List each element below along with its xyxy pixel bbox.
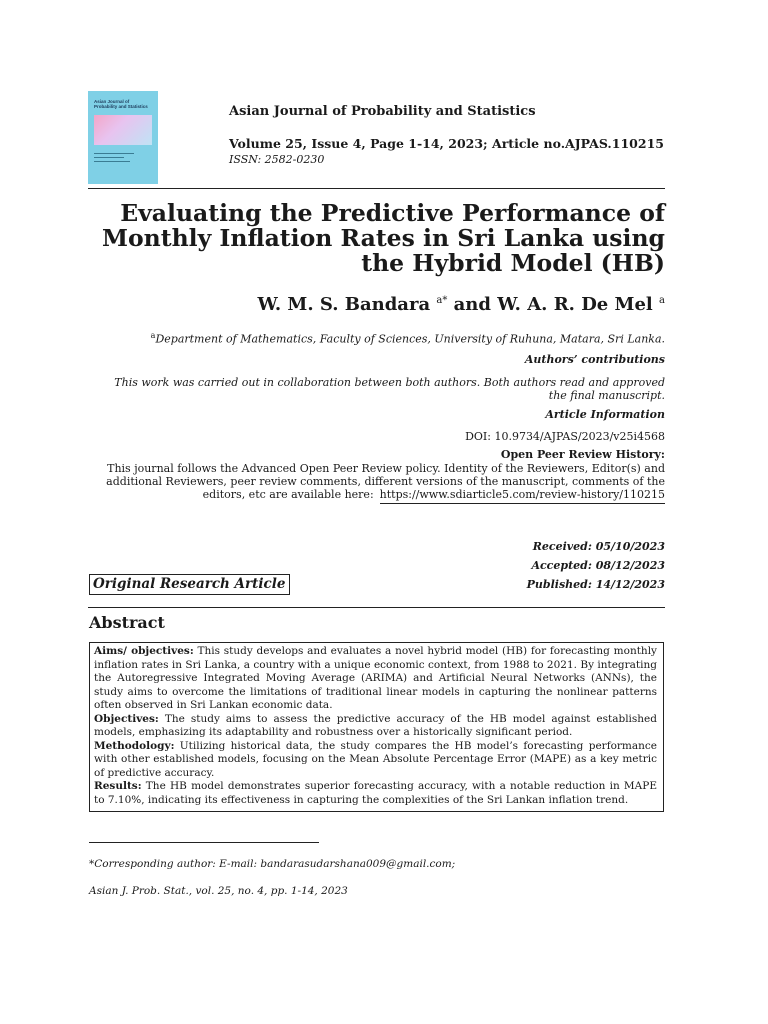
abstract-results-text: The HB model demonstrates superior forecasting accuracy, with a notable reduction in MAPE to 7.10%, indicating its effectiveness in capturing the complexities of the Sri Lankan inflation trend. xyxy=(94,780,657,806)
journal-volume: Volume 25, Issue 4, Page 1-14, 2023; Article no.AJPAS.110215 xyxy=(229,136,664,151)
abstract-divider xyxy=(88,607,665,608)
authors xyxy=(257,294,665,315)
doi: DOI: 10.9734/AJPAS/2023/v25i4568 xyxy=(465,430,665,443)
contributions-label: Authors’ contributions xyxy=(524,353,665,366)
citation-footer: Asian J. Prob. Stat., vol. 25, no. 4, pp. 1-14, 2023 xyxy=(89,885,348,897)
abstract-methodology-text: Utilizing historical data, the study compares the HB model’s forecasting performance with other established models, focusing on the Mean Absolute Percentage Error (MAPE) as a key metric of predictive accuracy. xyxy=(94,739,657,779)
cover-line xyxy=(94,161,130,162)
author-name: W. M. S. Bandara xyxy=(257,294,431,315)
review-history-body: This journal follows the Advanced Open Peer Review policy. Identity of the Reviewers, Editor(s) and additional Reviewers, peer review comments, different versions of the manuscript, comments of the editors, etc are available here: xyxy=(106,462,665,501)
article-type-badge: Original Research Article xyxy=(89,574,290,595)
cover-illustration xyxy=(94,115,152,145)
footnote-divider xyxy=(89,842,319,843)
affiliation-mark: a xyxy=(150,331,156,340)
abstract-results xyxy=(94,780,657,807)
journal-name: Asian Journal of Probability and Statistics xyxy=(229,104,536,119)
title-line: Evaluating the Predictive Performance of xyxy=(120,199,665,227)
abstract-results-label: Results: xyxy=(94,780,142,792)
review-history-link[interactable]: https://www.sdiarticle5.com/review-history/110215 xyxy=(380,488,665,504)
abstract-objectives-text: The study aims to assess the predictive accuracy of the HB model against established models, emphasizing its adaptability and robustness over a historically significant period. xyxy=(94,712,657,738)
abstract-heading: Abstract xyxy=(89,613,165,632)
cover-line xyxy=(94,157,124,158)
cover-line xyxy=(94,153,134,154)
review-history-label: Open Peer Review History: xyxy=(500,448,665,461)
abstract-aims xyxy=(94,645,657,713)
received-date: Received: 05/10/2023 xyxy=(532,540,665,553)
corresponding-author-footnote: *Corresponding author: E-mail: bandarasudarshana009@gmail.com; xyxy=(89,858,456,870)
journal-cover-image xyxy=(88,91,158,184)
affiliation xyxy=(151,331,665,346)
abstract-box xyxy=(89,642,664,812)
title-line: the Hybrid Model (HB) xyxy=(361,249,665,277)
accepted-date: Accepted: 08/12/2023 xyxy=(531,559,665,572)
cover-title: Asian Journal of Probability and Statistics xyxy=(94,99,148,109)
abstract-methodology-label: Methodology: xyxy=(94,739,175,752)
affiliation-text: Department of Mathematics, Faculty of Sciences, University of Ruhuna, Matara, Sri Lanka. xyxy=(155,332,665,346)
author-conjunction: and xyxy=(453,294,491,315)
contributions-text: This work was carried out in collaboration between both authors. Both authors read and approved the final manuscript. xyxy=(114,376,665,402)
journal-header xyxy=(229,104,664,166)
author-affiliation-mark: a xyxy=(659,295,665,306)
journal-issn: ISSN: 2582-0230 xyxy=(229,153,325,166)
abstract-objectives xyxy=(94,713,657,740)
abstract-aims-text: This study develops and evaluates a novel hybrid model (HB) for forecasting monthly inflation rates in Sri Lanka, a country with a unique economic context, from 1988 to 2021. By integrating the Autoregressive Integrated Moving Average (ARIMA) and Artificial Neural Networks (ANNs), the study aims to overcome the limitations of traditional linear models in capturing the nonlinear patterns often observed in Sri Lankan economic data. xyxy=(94,645,657,711)
article-info-label: Article Information xyxy=(545,408,665,421)
paper-title xyxy=(65,201,665,276)
header-divider xyxy=(88,188,665,189)
author-affiliation-mark: a* xyxy=(436,295,448,306)
review-history-text xyxy=(85,462,665,501)
title-line: Monthly Inflation Rates in Sri Lanka using xyxy=(101,224,665,252)
published-date: Published: 14/12/2023 xyxy=(526,578,665,591)
abstract-methodology xyxy=(94,740,657,781)
abstract-objectives-label: Objectives: xyxy=(94,712,159,725)
author-name: W. A. R. De Mel xyxy=(497,294,653,315)
abstract-aims-label: Aims/ objectives: xyxy=(94,645,194,657)
